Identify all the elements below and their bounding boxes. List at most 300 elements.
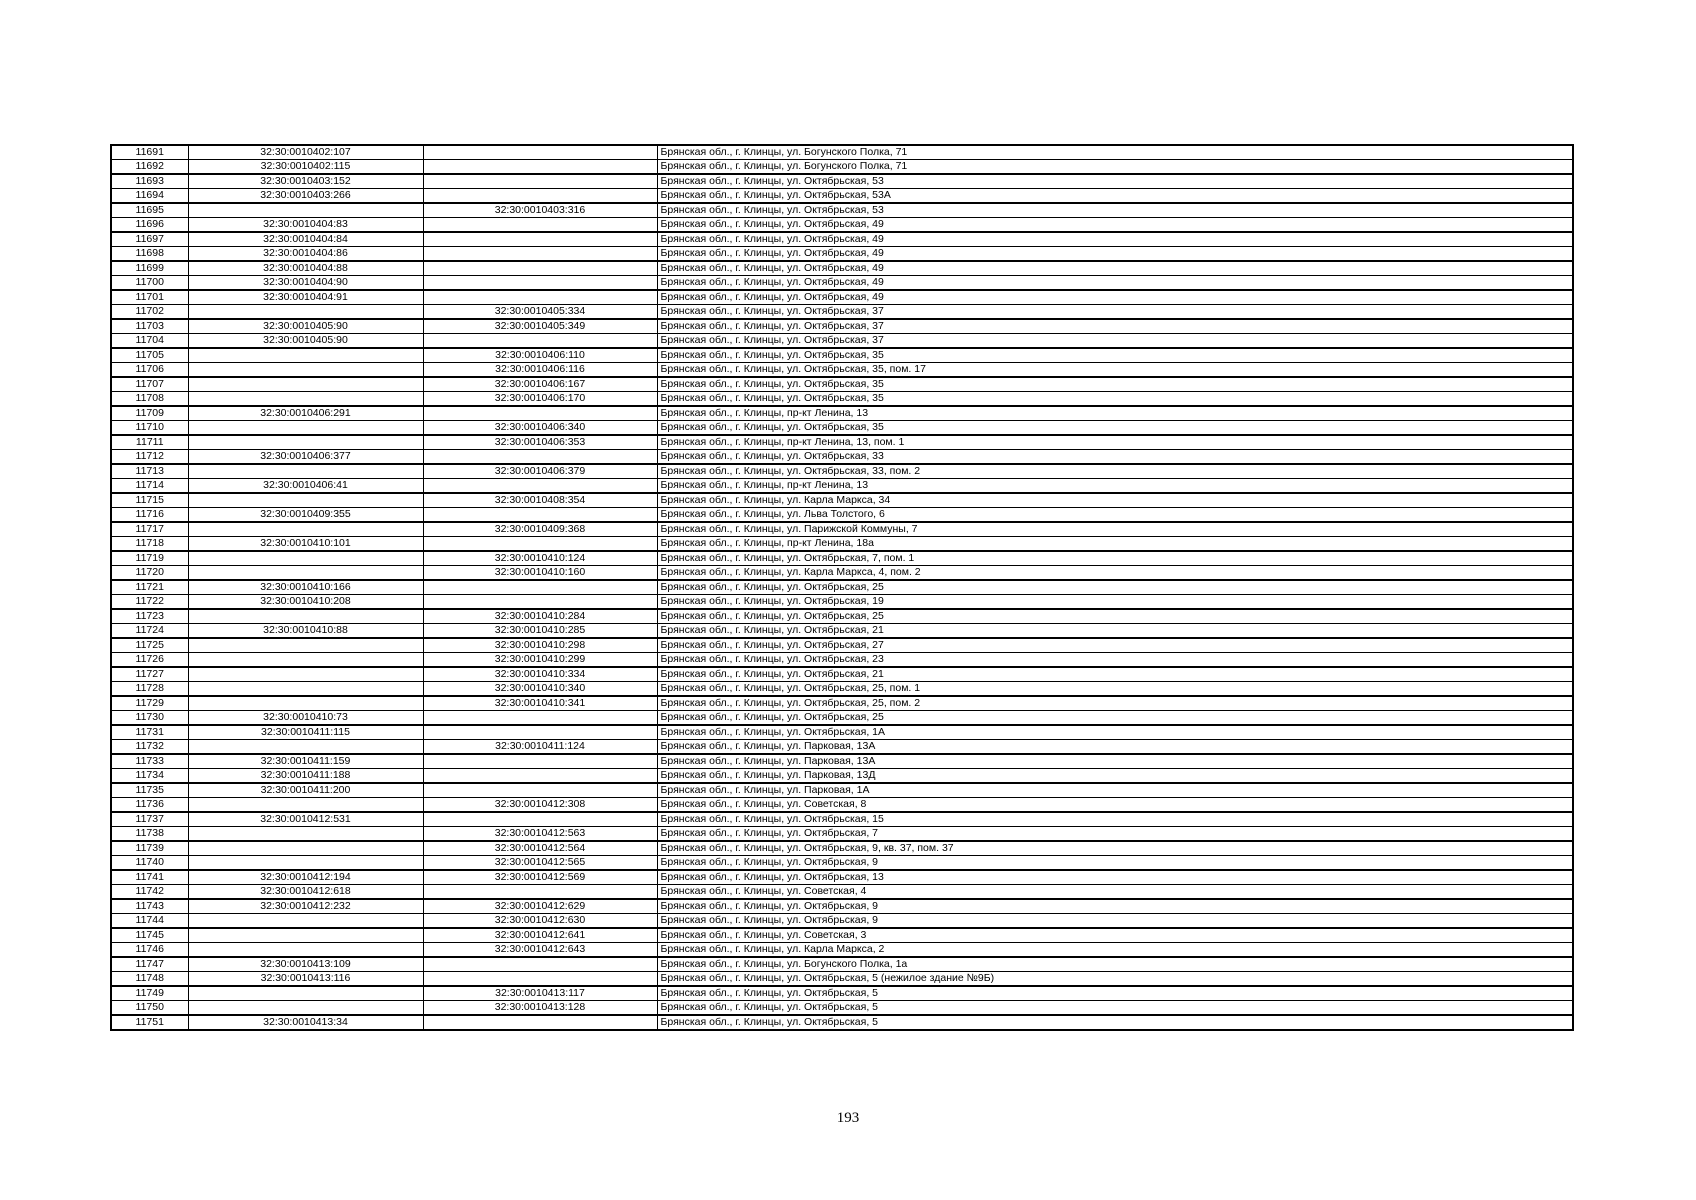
new-cadastral-number-cell: 32:30:0010412:643	[423, 943, 657, 958]
new-cadastral-number-cell	[423, 769, 657, 784]
new-cadastral-number-cell	[423, 812, 657, 827]
address-cell: Брянская обл., г. Клинцы, ул. Октябрьская, 7	[657, 827, 1573, 842]
cadastral-number-cell: 32:30:0010406:291	[188, 406, 423, 421]
address-cell: Брянская обл., г. Клинцы, пр-кт Ленина, 13	[657, 406, 1573, 421]
row-number-cell: 11708	[111, 392, 188, 407]
cadastral-number-cell: 32:30:0010411:200	[188, 783, 423, 798]
address-cell: Брянская обл., г. Клинцы, ул. Советская, 3	[657, 928, 1573, 943]
table-row	[111, 392, 1573, 407]
row-number-cell: 11717	[111, 522, 188, 537]
address-cell: Брянская обл., г. Клинцы, ул. Октябрьская, 9, кв. 37, пом. 37	[657, 841, 1573, 856]
table-row	[111, 827, 1573, 842]
address-cell: Брянская обл., г. Клинцы, ул. Октябрьская, 1А	[657, 725, 1573, 740]
cadastral-number-cell	[188, 493, 423, 508]
row-number-cell: 11730	[111, 711, 188, 726]
cadastral-number-cell	[188, 928, 423, 943]
address-cell: Брянская обл., г. Клинцы, ул. Октябрьская, 19	[657, 595, 1573, 610]
new-cadastral-number-cell	[423, 885, 657, 900]
table-row	[111, 203, 1573, 218]
cadastral-number-cell	[188, 522, 423, 537]
row-number-cell: 11734	[111, 769, 188, 784]
table-row	[111, 1015, 1573, 1030]
cadastral-number-cell	[188, 914, 423, 929]
table-row	[111, 276, 1573, 291]
new-cadastral-number-cell	[423, 957, 657, 972]
address-cell: Брянская обл., г. Клинцы, ул. Октябрьская, 9	[657, 914, 1573, 929]
row-number-cell: 11719	[111, 551, 188, 566]
address-cell: Брянская обл., г. Клинцы, ул. Октябрьская, 49	[657, 218, 1573, 233]
row-number-cell: 11724	[111, 624, 188, 639]
row-number-cell: 11722	[111, 595, 188, 610]
row-number-cell: 11696	[111, 218, 188, 233]
row-number-cell: 11736	[111, 798, 188, 813]
cadastral-number-cell: 32:30:0010412:531	[188, 812, 423, 827]
address-cell: Брянская обл., г. Клинцы, ул. Карла Маркса, 2	[657, 943, 1573, 958]
cadastral-number-cell	[188, 551, 423, 566]
table-row	[111, 334, 1573, 349]
cadastral-number-cell: 32:30:0010413:34	[188, 1015, 423, 1030]
table-row	[111, 566, 1573, 581]
row-number-cell: 11707	[111, 377, 188, 392]
table-row	[111, 508, 1573, 523]
cadastral-number-cell: 32:30:0010411:188	[188, 769, 423, 784]
new-cadastral-number-cell	[423, 334, 657, 349]
row-number-cell: 11701	[111, 290, 188, 305]
address-cell: Брянская обл., г. Клинцы, ул. Советская, 8	[657, 798, 1573, 813]
new-cadastral-number-cell	[423, 972, 657, 987]
address-cell: Брянская обл., г. Клинцы, пр-кт Ленина, 18а	[657, 537, 1573, 552]
cadastral-number-cell: 32:30:0010402:115	[188, 160, 423, 175]
cadastral-number-cell	[188, 609, 423, 624]
cadastral-number-cell	[188, 827, 423, 842]
cadastral-number-cell: 32:30:0010411:115	[188, 725, 423, 740]
address-cell: Брянская обл., г. Клинцы, ул. Льва Толстого, 6	[657, 508, 1573, 523]
row-number-cell: 11738	[111, 827, 188, 842]
address-cell: Брянская обл., г. Клинцы, ул. Карла Маркса, 4, пом. 2	[657, 566, 1573, 581]
new-cadastral-number-cell: 32:30:0010409:368	[423, 522, 657, 537]
cadastral-number-cell	[188, 305, 423, 320]
table-row	[111, 551, 1573, 566]
new-cadastral-number-cell: 32:30:0010412:308	[423, 798, 657, 813]
address-cell: Брянская обл., г. Клинцы, ул. Октябрьская, 49	[657, 232, 1573, 247]
row-number-cell: 11726	[111, 653, 188, 668]
new-cadastral-number-cell: 32:30:0010410:160	[423, 566, 657, 581]
row-number-cell: 11745	[111, 928, 188, 943]
address-cell: Брянская обл., г. Клинцы, ул. Богунского Полка, 71	[657, 160, 1573, 175]
address-cell: Брянская обл., г. Клинцы, ул. Октябрьская, 35	[657, 421, 1573, 436]
new-cadastral-number-cell: 32:30:0010410:299	[423, 653, 657, 668]
new-cadastral-number-cell	[423, 174, 657, 189]
cadastral-number-cell: 32:30:0010409:355	[188, 508, 423, 523]
table-row	[111, 247, 1573, 262]
table-row	[111, 696, 1573, 711]
table-row	[111, 972, 1573, 987]
row-number-cell: 11698	[111, 247, 188, 262]
document-page	[110, 144, 1574, 1031]
cadastral-number-cell	[188, 348, 423, 363]
address-cell: Брянская обл., г. Клинцы, ул. Октябрьская, 53А	[657, 189, 1573, 204]
cadastral-number-cell	[188, 682, 423, 697]
new-cadastral-number-cell: 32:30:0010410:298	[423, 638, 657, 653]
address-cell: Брянская обл., г. Клинцы, ул. Октябрьская, 49	[657, 290, 1573, 305]
row-number-cell: 11746	[111, 943, 188, 958]
cadastral-number-cell: 32:30:0010410:73	[188, 711, 423, 726]
table-row	[111, 160, 1573, 175]
cadastral-number-cell	[188, 740, 423, 755]
cadastral-number-cell: 32:30:0010412:194	[188, 870, 423, 885]
cadastral-number-cell	[188, 856, 423, 871]
table-row	[111, 406, 1573, 421]
cadastral-number-cell: 32:30:0010402:107	[188, 145, 423, 160]
row-number-cell: 11709	[111, 406, 188, 421]
cadastral-number-cell	[188, 435, 423, 450]
row-number-cell: 11702	[111, 305, 188, 320]
row-number-cell: 11743	[111, 899, 188, 914]
row-number-cell: 11705	[111, 348, 188, 363]
table-row	[111, 885, 1573, 900]
registry-table-body	[111, 145, 1573, 1030]
address-cell: Брянская обл., г. Клинцы, ул. Октябрьская, 35, пом. 17	[657, 363, 1573, 378]
row-number-cell: 11691	[111, 145, 188, 160]
table-row	[111, 798, 1573, 813]
table-row	[111, 363, 1573, 378]
new-cadastral-number-cell: 32:30:0010410:124	[423, 551, 657, 566]
row-number-cell: 11748	[111, 972, 188, 987]
row-number-cell: 11692	[111, 160, 188, 175]
cadastral-number-cell	[188, 363, 423, 378]
cadastral-number-cell	[188, 638, 423, 653]
address-cell: Брянская обл., г. Клинцы, ул. Октябрьская, 49	[657, 247, 1573, 262]
address-cell: Брянская обл., г. Клинцы, ул. Октябрьская, 5 (нежилое здание №9Б)	[657, 972, 1573, 987]
row-number-cell: 11704	[111, 334, 188, 349]
cadastral-number-cell: 32:30:0010404:83	[188, 218, 423, 233]
cadastral-number-cell: 32:30:0010404:86	[188, 247, 423, 262]
new-cadastral-number-cell	[423, 276, 657, 291]
row-number-cell: 11751	[111, 1015, 188, 1030]
table-row	[111, 232, 1573, 247]
row-number-cell: 11715	[111, 493, 188, 508]
new-cadastral-number-cell: 32:30:0010413:117	[423, 986, 657, 1001]
row-number-cell: 11750	[111, 1001, 188, 1016]
address-cell: Брянская обл., г. Клинцы, ул. Октябрьская, 9	[657, 899, 1573, 914]
new-cadastral-number-cell: 32:30:0010406:167	[423, 377, 657, 392]
address-cell: Брянская обл., г. Клинцы, ул. Октябрьская, 7, пом. 1	[657, 551, 1573, 566]
address-cell: Брянская обл., г. Клинцы, ул. Парковая, 1А	[657, 783, 1573, 798]
row-number-cell: 11737	[111, 812, 188, 827]
table-row	[111, 986, 1573, 1001]
new-cadastral-number-cell: 32:30:0010406:170	[423, 392, 657, 407]
address-cell: Брянская обл., г. Клинцы, ул. Октябрьская, 5	[657, 1015, 1573, 1030]
cadastral-number-cell: 32:30:0010410:166	[188, 580, 423, 595]
address-cell: Брянская обл., г. Клинцы, ул. Парковая, 13А	[657, 740, 1573, 755]
address-cell: Брянская обл., г. Клинцы, ул. Октябрьская, 9	[657, 856, 1573, 871]
table-row	[111, 377, 1573, 392]
cadastral-number-cell: 32:30:0010403:266	[188, 189, 423, 204]
table-row	[111, 595, 1573, 610]
new-cadastral-number-cell	[423, 725, 657, 740]
cadastral-number-cell	[188, 464, 423, 479]
table-row	[111, 856, 1573, 871]
address-cell: Брянская обл., г. Клинцы, пр-кт Ленина, 13, пом. 1	[657, 435, 1573, 450]
row-number-cell: 11741	[111, 870, 188, 885]
address-cell: Брянская обл., г. Клинцы, ул. Октябрьская, 49	[657, 276, 1573, 291]
address-cell: Брянская обл., г. Клинцы, ул. Парижской Коммуны, 7	[657, 522, 1573, 537]
new-cadastral-number-cell: 32:30:0010410:334	[423, 667, 657, 682]
row-number-cell: 11731	[111, 725, 188, 740]
cadastral-number-cell: 32:30:0010412:232	[188, 899, 423, 914]
cadastral-number-cell	[188, 986, 423, 1001]
table-row	[111, 624, 1573, 639]
new-cadastral-number-cell: 32:30:0010405:349	[423, 319, 657, 334]
table-row	[111, 609, 1573, 624]
new-cadastral-number-cell	[423, 1015, 657, 1030]
address-cell: Брянская обл., г. Клинцы, ул. Октябрьская, 21	[657, 667, 1573, 682]
table-row	[111, 435, 1573, 450]
new-cadastral-number-cell	[423, 783, 657, 798]
new-cadastral-number-cell: 32:30:0010411:124	[423, 740, 657, 755]
table-row	[111, 769, 1573, 784]
new-cadastral-number-cell: 32:30:0010412:564	[423, 841, 657, 856]
cadastral-number-cell	[188, 653, 423, 668]
row-number-cell: 11727	[111, 667, 188, 682]
table-row	[111, 493, 1573, 508]
table-row	[111, 870, 1573, 885]
address-cell: Брянская обл., г. Клинцы, ул. Октябрьская, 49	[657, 261, 1573, 276]
table-row	[111, 740, 1573, 755]
new-cadastral-number-cell: 32:30:0010410:340	[423, 682, 657, 697]
row-number-cell: 11694	[111, 189, 188, 204]
address-cell: Брянская обл., г. Клинцы, ул. Октябрьская, 33	[657, 450, 1573, 465]
cadastral-number-cell: 32:30:0010411:159	[188, 754, 423, 769]
table-row	[111, 682, 1573, 697]
new-cadastral-number-cell	[423, 508, 657, 523]
row-number-cell: 11744	[111, 914, 188, 929]
cadastral-number-cell: 32:30:0010410:208	[188, 595, 423, 610]
table-row	[111, 957, 1573, 972]
cadastral-number-cell	[188, 841, 423, 856]
row-number-cell: 11700	[111, 276, 188, 291]
row-number-cell: 11710	[111, 421, 188, 436]
row-number-cell: 11735	[111, 783, 188, 798]
cadastral-number-cell: 32:30:0010404:90	[188, 276, 423, 291]
row-number-cell: 11721	[111, 580, 188, 595]
new-cadastral-number-cell: 32:30:0010412:641	[423, 928, 657, 943]
new-cadastral-number-cell: 32:30:0010412:563	[423, 827, 657, 842]
cadastral-number-cell: 32:30:0010404:91	[188, 290, 423, 305]
new-cadastral-number-cell	[423, 218, 657, 233]
row-number-cell: 11697	[111, 232, 188, 247]
cadastral-number-cell: 32:30:0010413:109	[188, 957, 423, 972]
row-number-cell: 11716	[111, 508, 188, 523]
table-row	[111, 421, 1573, 436]
cadastral-number-cell	[188, 377, 423, 392]
new-cadastral-number-cell: 32:30:0010412:629	[423, 899, 657, 914]
address-cell: Брянская обл., г. Клинцы, ул. Парковая, 13Д	[657, 769, 1573, 784]
table-row	[111, 725, 1573, 740]
table-row	[111, 464, 1573, 479]
address-cell: Брянская обл., г. Клинцы, ул. Октябрьская, 25, пом. 2	[657, 696, 1573, 711]
new-cadastral-number-cell	[423, 145, 657, 160]
table-row	[111, 174, 1573, 189]
row-number-cell: 11713	[111, 464, 188, 479]
table-row	[111, 711, 1573, 726]
new-cadastral-number-cell: 32:30:0010406:116	[423, 363, 657, 378]
cadastral-number-cell	[188, 696, 423, 711]
table-row	[111, 899, 1573, 914]
table-row	[111, 537, 1573, 552]
address-cell: Брянская обл., г. Клинцы, ул. Октябрьская, 13	[657, 870, 1573, 885]
table-row	[111, 841, 1573, 856]
row-number-cell: 11732	[111, 740, 188, 755]
row-number-cell: 11703	[111, 319, 188, 334]
page-number: 193	[836, 1110, 860, 1126]
table-row	[111, 261, 1573, 276]
row-number-cell: 11712	[111, 450, 188, 465]
address-cell: Брянская обл., г. Клинцы, ул. Октябрьская, 5	[657, 986, 1573, 1001]
row-number-cell: 11706	[111, 363, 188, 378]
table-row	[111, 479, 1573, 494]
address-cell: Брянская обл., г. Клинцы, ул. Октябрьская, 53	[657, 174, 1573, 189]
new-cadastral-number-cell: 32:30:0010406:353	[423, 435, 657, 450]
new-cadastral-number-cell: 32:30:0010405:334	[423, 305, 657, 320]
new-cadastral-number-cell	[423, 189, 657, 204]
address-cell: Брянская обл., г. Клинцы, ул. Парковая, 13А	[657, 754, 1573, 769]
address-cell: Брянская обл., г. Клинцы, ул. Октябрьская, 27	[657, 638, 1573, 653]
address-cell: Брянская обл., г. Клинцы, ул. Октябрьская, 25	[657, 580, 1573, 595]
cadastral-number-cell	[188, 798, 423, 813]
address-cell: Брянская обл., г. Клинцы, ул. Октябрьская, 23	[657, 653, 1573, 668]
row-number-cell: 11749	[111, 986, 188, 1001]
table-row	[111, 1001, 1573, 1016]
table-row	[111, 290, 1573, 305]
row-number-cell: 11733	[111, 754, 188, 769]
row-number-cell: 11695	[111, 203, 188, 218]
address-cell: Брянская обл., г. Клинцы, ул. Октябрьская, 5	[657, 1001, 1573, 1016]
new-cadastral-number-cell: 32:30:0010406:110	[423, 348, 657, 363]
row-number-cell: 11693	[111, 174, 188, 189]
address-cell: Брянская обл., г. Клинцы, ул. Богунского Полка, 71	[657, 145, 1573, 160]
new-cadastral-number-cell: 32:30:0010403:316	[423, 203, 657, 218]
row-number-cell: 11742	[111, 885, 188, 900]
cadastral-number-cell: 32:30:0010404:88	[188, 261, 423, 276]
table-row	[111, 943, 1573, 958]
table-row	[111, 305, 1573, 320]
cadastral-number-cell: 32:30:0010410:88	[188, 624, 423, 639]
new-cadastral-number-cell	[423, 261, 657, 276]
new-cadastral-number-cell: 32:30:0010412:630	[423, 914, 657, 929]
new-cadastral-number-cell	[423, 711, 657, 726]
address-cell: Брянская обл., г. Клинцы, ул. Октябрьская, 53	[657, 203, 1573, 218]
cadastral-number-cell	[188, 667, 423, 682]
address-cell: Брянская обл., г. Клинцы, ул. Октябрьская, 35	[657, 348, 1573, 363]
row-number-cell: 11740	[111, 856, 188, 871]
cadastral-number-cell: 32:30:0010405:90	[188, 319, 423, 334]
row-number-cell: 11728	[111, 682, 188, 697]
table-row	[111, 928, 1573, 943]
address-cell: Брянская обл., г. Клинцы, ул. Октябрьская, 33, пом. 2	[657, 464, 1573, 479]
new-cadastral-number-cell	[423, 479, 657, 494]
new-cadastral-number-cell	[423, 595, 657, 610]
address-cell: Брянская обл., г. Клинцы, ул. Октябрьская, 37	[657, 305, 1573, 320]
row-number-cell: 11747	[111, 957, 188, 972]
table-row	[111, 580, 1573, 595]
row-number-cell: 11718	[111, 537, 188, 552]
table-row	[111, 189, 1573, 204]
row-number-cell: 11725	[111, 638, 188, 653]
cadastral-number-cell	[188, 1001, 423, 1016]
new-cadastral-number-cell: 32:30:0010410:285	[423, 624, 657, 639]
address-cell: Брянская обл., г. Клинцы, ул. Октябрьская, 35	[657, 392, 1573, 407]
row-number-cell: 11699	[111, 261, 188, 276]
new-cadastral-number-cell	[423, 232, 657, 247]
row-number-cell: 11711	[111, 435, 188, 450]
row-number-cell: 11720	[111, 566, 188, 581]
table-row	[111, 638, 1573, 653]
address-cell: Брянская обл., г. Клинцы, ул. Октябрьская, 21	[657, 624, 1573, 639]
cadastral-number-cell	[188, 392, 423, 407]
row-number-cell: 11714	[111, 479, 188, 494]
table-row	[111, 812, 1573, 827]
cadastral-number-cell: 32:30:0010413:116	[188, 972, 423, 987]
address-cell: Брянская обл., г. Клинцы, ул. Карла Маркса, 34	[657, 493, 1573, 508]
cadastral-number-cell: 32:30:0010405:90	[188, 334, 423, 349]
cadastral-number-cell	[188, 421, 423, 436]
registry-table	[110, 144, 1574, 1031]
new-cadastral-number-cell: 32:30:0010410:341	[423, 696, 657, 711]
row-number-cell: 11729	[111, 696, 188, 711]
new-cadastral-number-cell	[423, 290, 657, 305]
new-cadastral-number-cell	[423, 580, 657, 595]
new-cadastral-number-cell: 32:30:0010408:354	[423, 493, 657, 508]
address-cell: Брянская обл., г. Клинцы, ул. Богунского Полка, 1а	[657, 957, 1573, 972]
row-number-cell: 11723	[111, 609, 188, 624]
address-cell: Брянская обл., г. Клинцы, ул. Октябрьская, 37	[657, 319, 1573, 334]
table-row	[111, 783, 1573, 798]
cadastral-number-cell	[188, 566, 423, 581]
cadastral-number-cell: 32:30:0010410:101	[188, 537, 423, 552]
address-cell: Брянская обл., г. Клинцы, ул. Октябрьская, 35	[657, 377, 1573, 392]
table-row	[111, 218, 1573, 233]
address-cell: Брянская обл., г. Клинцы, ул. Октябрьская, 37	[657, 334, 1573, 349]
new-cadastral-number-cell: 32:30:0010410:284	[423, 609, 657, 624]
table-row	[111, 522, 1573, 537]
table-row	[111, 667, 1573, 682]
cadastral-number-cell: 32:30:0010406:377	[188, 450, 423, 465]
cadastral-number-cell: 32:30:0010412:618	[188, 885, 423, 900]
address-cell: Брянская обл., г. Клинцы, ул. Октябрьская, 25	[657, 609, 1573, 624]
cadastral-number-cell	[188, 203, 423, 218]
table-row	[111, 319, 1573, 334]
new-cadastral-number-cell	[423, 247, 657, 262]
cadastral-number-cell	[188, 943, 423, 958]
new-cadastral-number-cell	[423, 450, 657, 465]
new-cadastral-number-cell	[423, 537, 657, 552]
new-cadastral-number-cell	[423, 406, 657, 421]
cadastral-number-cell: 32:30:0010404:84	[188, 232, 423, 247]
address-cell: Брянская обл., г. Клинцы, ул. Октябрьская, 25, пом. 1	[657, 682, 1573, 697]
address-cell: Брянская обл., г. Клинцы, ул. Советская, 4	[657, 885, 1573, 900]
address-cell: Брянская обл., г. Клинцы, пр-кт Ленина, 13	[657, 479, 1573, 494]
new-cadastral-number-cell	[423, 160, 657, 175]
table-row	[111, 754, 1573, 769]
new-cadastral-number-cell: 32:30:0010406:340	[423, 421, 657, 436]
new-cadastral-number-cell: 32:30:0010412:565	[423, 856, 657, 871]
cadastral-number-cell: 32:30:0010406:41	[188, 479, 423, 494]
address-cell: Брянская обл., г. Клинцы, ул. Октябрьская, 25	[657, 711, 1573, 726]
new-cadastral-number-cell: 32:30:0010406:379	[423, 464, 657, 479]
table-row	[111, 653, 1573, 668]
address-cell: Брянская обл., г. Клинцы, ул. Октябрьская, 15	[657, 812, 1573, 827]
